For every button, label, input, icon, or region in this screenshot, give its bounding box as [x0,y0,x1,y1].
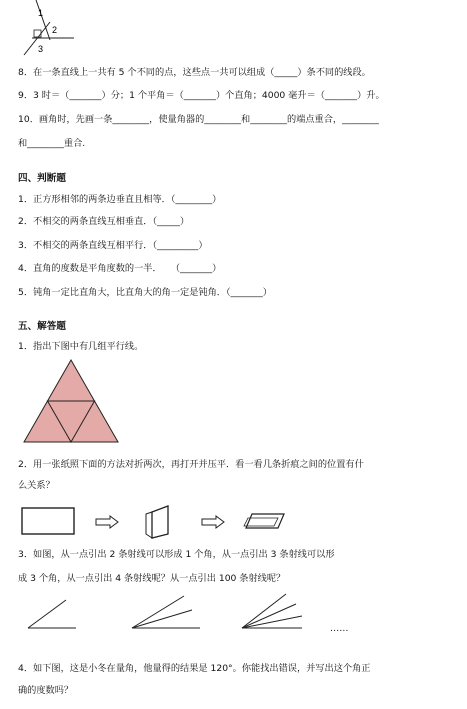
judge-section-heading: 四、判断题 [18,173,66,184]
folded-paper-once [146,506,168,538]
solve-question-2-line2: 么关系？ [18,480,55,491]
judge-item-3: 3．不相交的两条直线互相平行．（_________） [18,240,208,251]
two-rays [28,600,76,628]
judge-item-5: 5．钝角一定比直角大，比直角大的角一定是钝角．（_______） [18,287,272,298]
paper-fold-figure [20,504,320,540]
angle-lines-figure [18,0,78,60]
rays-figure [20,592,380,636]
folded-paper-twice [244,514,284,528]
judge-item-4: 4．直角的度数是平角度数的一半． （_______） [18,263,222,274]
solve-question-4-line2: 确的度数吗？ [18,685,74,696]
question-10-line1: 10．画角时，先画一条________，使量角器的________和________的端点重合，________ [18,114,379,125]
solve-section-heading: 五、解答题 [18,321,66,332]
figure-label-3: 3 [38,44,44,54]
figure-label-2: 2 [52,25,58,35]
paper-sheet [22,508,74,534]
solve-question-4-line1: 4．如下图，这是小冬在量角，他量得的结果是 120°。你能找出错误，并写出这个角正 [18,663,371,674]
judge-item-1: 1．正方形相邻的两条边垂直且相等．（________） [18,194,222,205]
solve-question-3-line1: 3．如图，从一点引出 2 条射线可以形成 1 个角，从一点引出 3 条射线可以形 [18,549,335,560]
solve-question-3-line2: 成 3 个角，从一点引出 4 条射线呢？从一点引出 100 条射线呢？ [18,573,286,584]
question-8: 8．在一条直线上一共有 5 个不同的点，这些点一共可以组成（_____）条不同的线段。 [18,67,371,78]
arrow-right-icon-2 [202,516,224,528]
judge-item-2: 2．不相交的两条直线互相垂直．（_____） [18,216,190,227]
arrow-right-icon-1 [96,516,118,528]
figure-label-1: 1 [38,8,44,18]
rays-ellipsis: …… [330,623,349,634]
three-rays [132,596,200,628]
question-10-line2: 和________重合. [18,138,86,149]
four-rays [242,594,302,628]
question-9: 9．3 时＝（_______）分；1 个平角＝（_______）个直角；4000 毫升＝（_______）升。 [18,90,385,101]
solve-question-1: 1．指出下图中有几组平行线。 [18,341,144,352]
solve-question-2-line1: 2．用一张纸照下面的方法对折两次，再打开并压平．看一看几条折痕之间的位置有什 [18,459,364,470]
triangle-figure [24,360,120,446]
